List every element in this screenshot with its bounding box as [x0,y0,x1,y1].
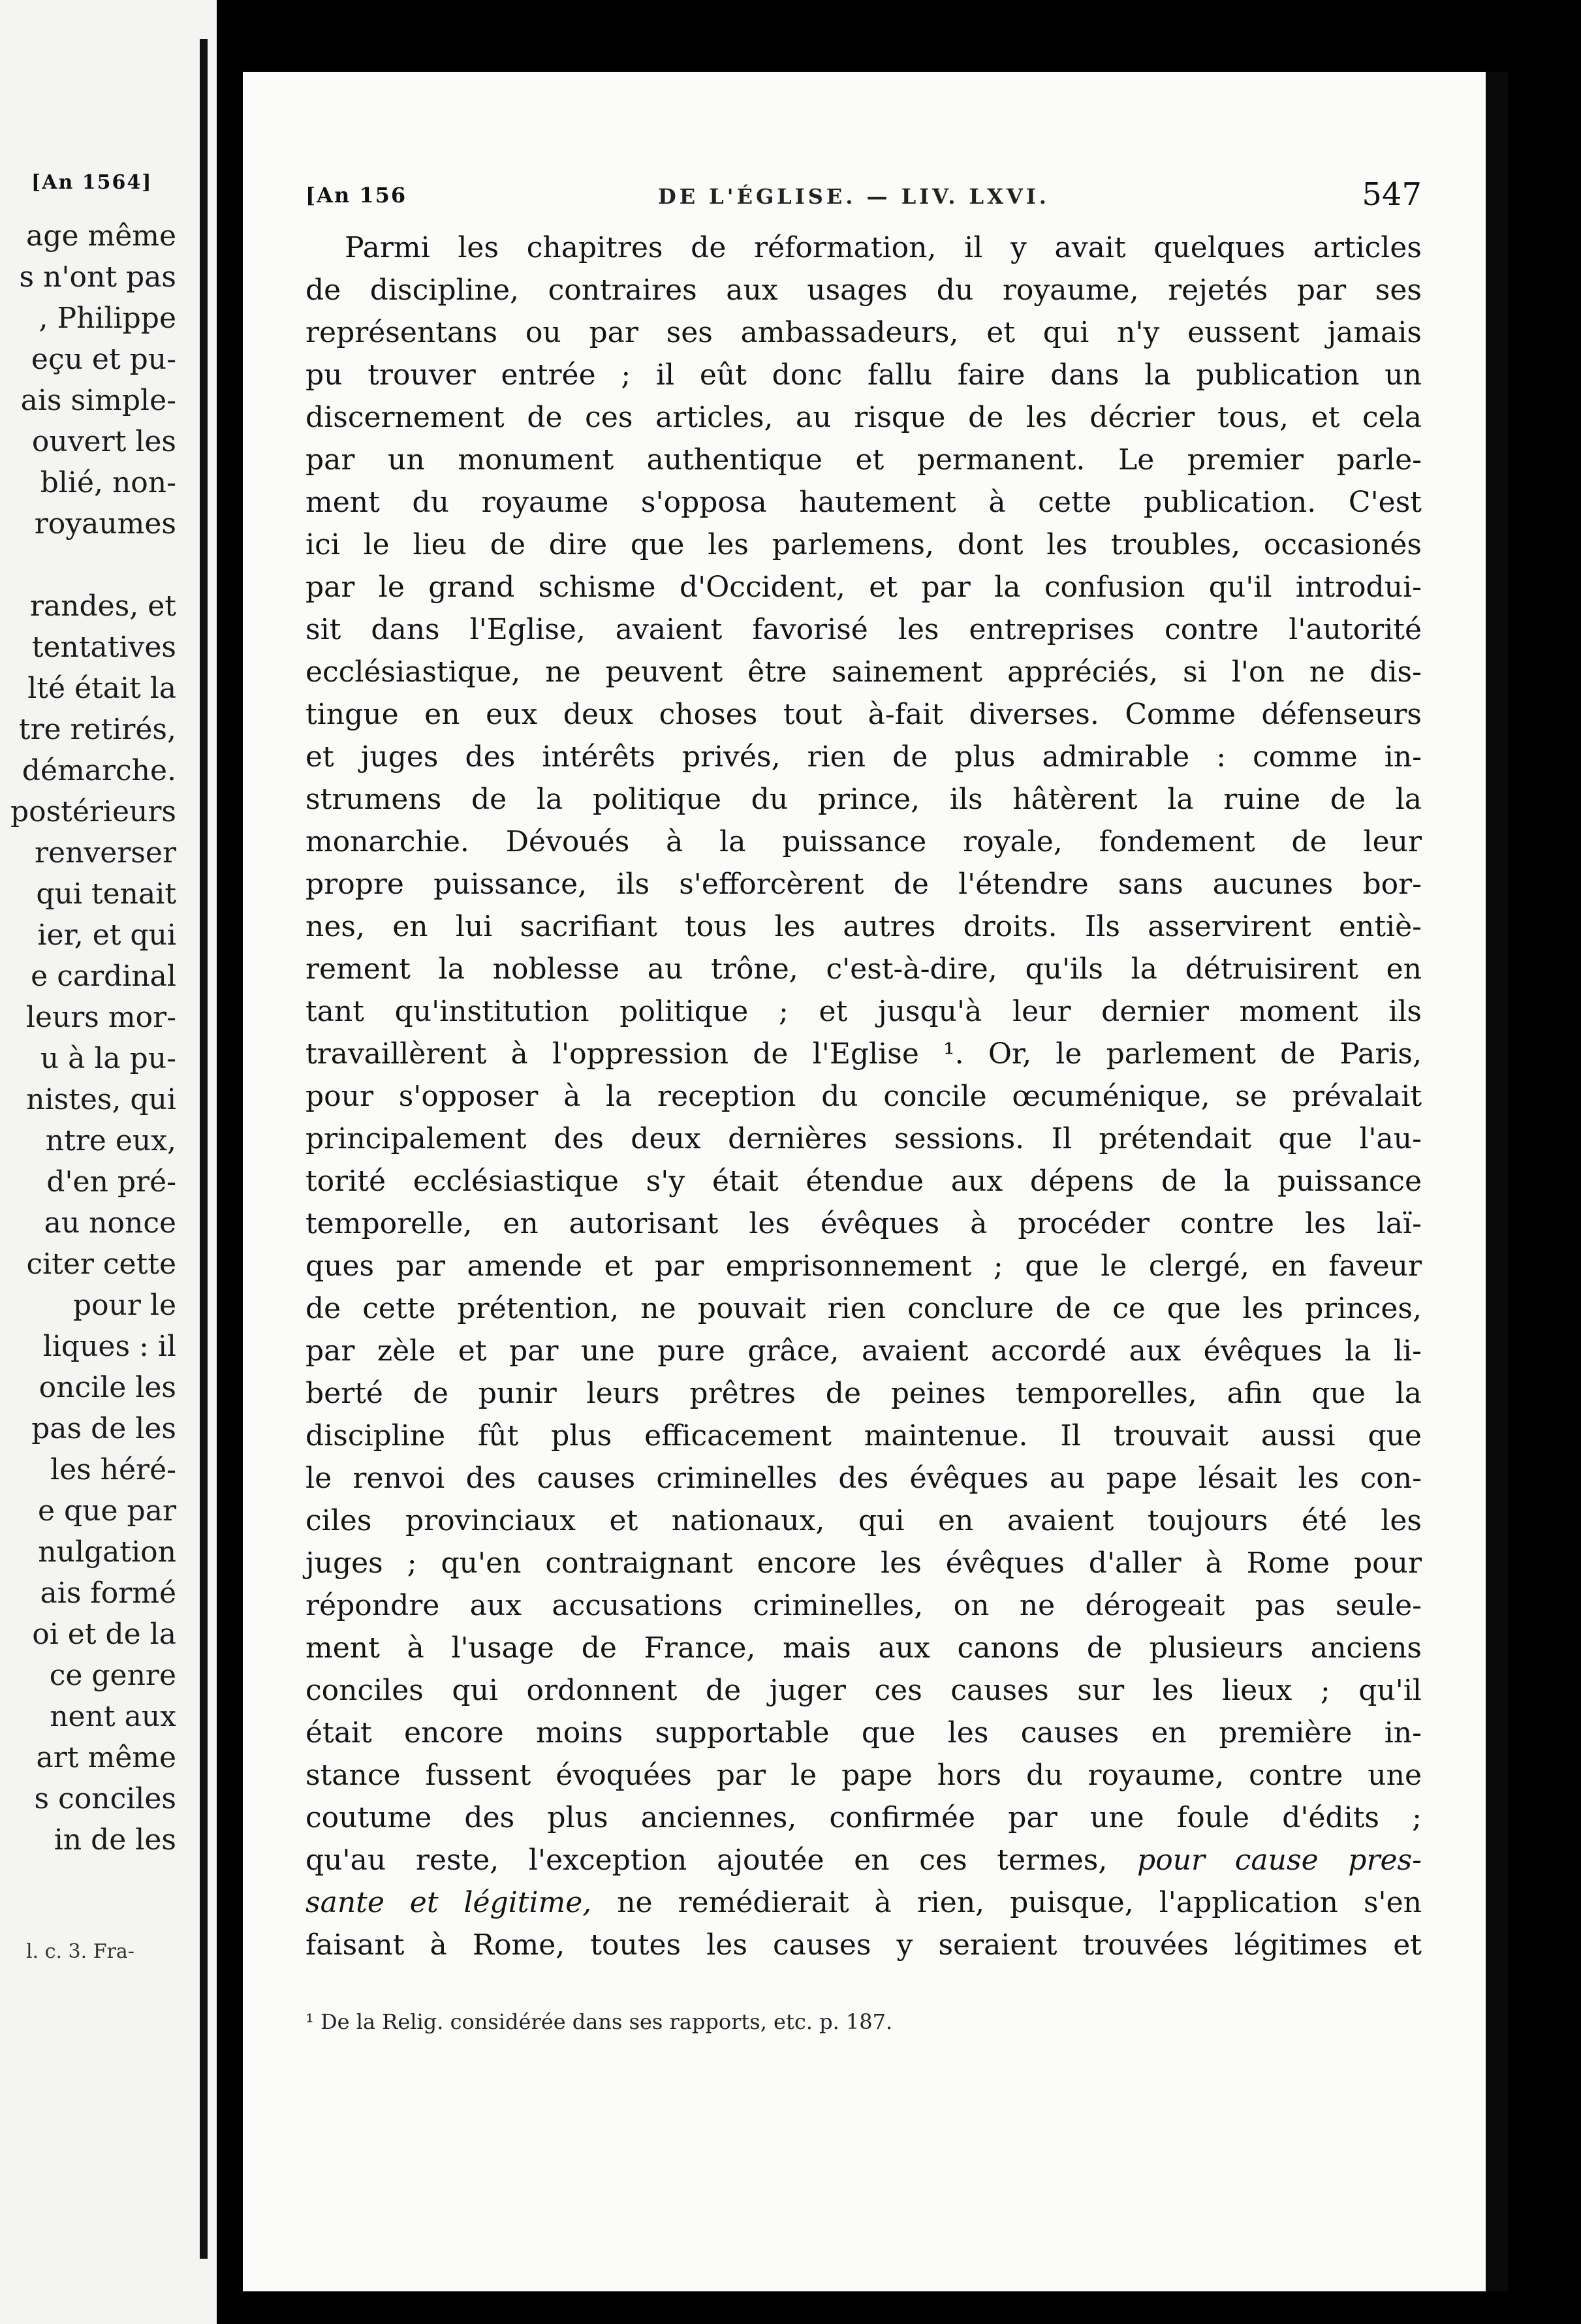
left-page-line: ais formé [40,1577,176,1610]
text-line: ciles provinciaux et nationaux, qui en avaient toujours été les [305,1504,1422,1537]
left-page-line: nistes, qui [26,1083,176,1116]
text-line-segment: qu'au reste, l'exception ajoutée en ces termes, [305,1844,1138,1877]
left-page-line: postérieurs [10,795,176,828]
text-line: coutume des plus anciennes, confirmée par une foule d'édits ; [305,1801,1422,1834]
left-page-line: eçu et pu- [31,343,176,376]
text-line: Parmi les chapitres de réformation, il y avait quelques articles [345,231,1422,264]
footnote: ¹ De la Relig. considérée dans ses rapports, etc. p. 187. [305,2009,893,2034]
text-line: conciles qui ordonnent de juger ces causes sur les lieux ; qu'il [305,1674,1422,1707]
left-page-line: royaumes [34,507,176,541]
text-line: torité ecclésiastique s'y était étendue aux dépens de la puissance [305,1165,1422,1198]
text-line: stance fussent évoquées par le pape hors du royaume, contre une [305,1759,1422,1792]
left-page-line: pour le [72,1289,176,1322]
header-year: [An 156 [305,183,407,208]
text-line: ecclésiastique, ne peuvent être sainement appréciés, si l'on ne dis- [305,655,1422,689]
left-page-footnote: l. c. 3. Fra- [26,1940,134,1963]
text-line: ment du royaume s'opposa hautement à cette publication. C'est [305,486,1422,519]
text-line: pu trouver entrée ; il eût donc fallu faire dans la publication un [305,358,1422,392]
text-line: était encore moins supportable que les causes en première in- [305,1716,1422,1750]
left-page-line: au nonce [44,1206,176,1240]
left-page-line: tre retirés, [18,713,176,746]
left-page-line: blié, non- [40,466,176,499]
text-line: nes, en lui sacrifiant tous les autres droits. Ils asservirent entiè- [305,910,1422,943]
text-line: le renvoi des causes criminelles des évêques au pape lésait les con- [305,1462,1422,1495]
text-line [305,1840,1422,1881]
text-line: monarchie. Dévoués à la puissance royale, fondement de leur [305,825,1422,858]
text-line: discipline fût plus efficacement maintenue. Il trouvait aussi que [305,1419,1422,1452]
left-page-line: liques : il [42,1330,176,1363]
left-page-line: s n'ont pas [19,260,176,294]
main-page [243,72,1486,2291]
text-line-segment: ne remédierait à rien, puisque, l'application s'en [617,1886,1422,1919]
text-line: par un monument authentique et permanent. Le premier parle- [305,443,1422,477]
text-line: discernement de ces articles, au risque de les décrier tous, et cela [305,401,1422,434]
text-line: strumens de la politique du prince, ils hâtèrent la ruine de la [305,783,1422,816]
book-gutter [200,39,208,2259]
left-page-line: art même [36,1741,176,1774]
page-edge-shadow [1486,72,1508,2291]
text-line: de cette prétention, ne pouvait rien conclure de ce que les princes, [305,1292,1422,1325]
left-page-line: citer cette [26,1248,176,1281]
left-page-line: ce genre [49,1659,176,1692]
left-page-line: oncile les [39,1371,176,1404]
text-line: tingue en eux deux choses tout à-fait diverses. Comme défenseurs [305,698,1422,731]
text-line: par zèle et par une pure grâce, avaient accordé aux évêques la li- [305,1334,1422,1368]
left-page-line: d'en pré- [46,1165,176,1199]
left-page-line: e que par [38,1494,176,1528]
text-line: principalement des deux dernières sessions. Il prétendait que l'au- [305,1122,1422,1155]
text-line: et juges des intérêts privés, rien de plus admirable : comme in- [305,740,1422,774]
text-line: de discipline, contraires aux usages du royaume, rejetés par ses [305,274,1422,307]
text-line: faisant à Rome, toutes les causes y seraient trouvées légitimes et [305,1928,1422,1962]
left-page-line: les héré- [50,1453,176,1486]
left-page-line: ntre eux, [45,1124,176,1157]
left-page-line: age même [26,219,176,253]
text-line: par le grand schisme d'Occident, et par la confusion qu'il introdui- [305,571,1422,604]
left-page-line: u à la pu- [40,1042,176,1075]
left-page-line: leurs mor- [25,1001,176,1034]
left-page-line: lté était la [27,672,176,705]
left-page-line: renverser [35,836,176,870]
text-line: temporelle, en autorisant les évêques à procéder contre les laï- [305,1207,1422,1240]
left-page-line: ouvert les [31,425,176,458]
text-line: juges ; qu'en contraignant encore les évêques d'aller à Rome pour [305,1547,1422,1580]
left-page-line: e cardinal [31,960,176,993]
left-page-line: qui tenait [36,877,176,911]
left-page-line: , Philippe [39,302,176,335]
text-line: sit dans l'Eglise, avaient favorisé les entreprises contre l'autorité [305,613,1422,646]
left-page-line: oi et de la [32,1618,176,1651]
left-page-line: s conciles [34,1782,176,1815]
page-number: 547 [1362,176,1422,213]
left-page-header: [An 1564] [31,171,153,194]
left-page-line: démarche. [22,754,176,787]
text-line: ici le lieu de dire que les parlemens, dont les troubles, occasionés [305,528,1422,561]
left-page-line: pas de les [31,1412,176,1445]
text-line: tant qu'institution politique ; et jusqu'à leur dernier moment ils [305,995,1422,1028]
left-page-line: ais simple- [20,384,176,417]
italic-phrase: sante et légitime, [305,1886,618,1919]
text-line: propre puissance, ils s'efforcèrent de l'étendre sans aucunes bor- [305,868,1422,901]
text-line: pour s'opposer à la reception du concile œcuménique, se prévalait [305,1080,1422,1113]
text-line: rement la noblesse au trône, c'est-à-dire, qu'ils la détruisirent en [305,952,1422,986]
header-title: DE L'ÉGLISE. — LIV. LXVI. [658,184,1050,209]
text-line: berté de punir leurs prêtres de peines temporelles, afin que la [305,1377,1422,1410]
text-line: répondre aux accusations criminelles, on ne dérogeait pas seule- [305,1589,1422,1622]
left-page-line: ier, et qui [37,919,176,952]
text-line [305,1882,1422,1923]
text-line: ment à l'usage de France, mais aux canons de plusieurs anciens [305,1631,1422,1665]
left-page-line: randes, et [29,589,176,623]
left-page-line: nent aux [50,1700,176,1733]
previous-page-strip [0,0,217,2324]
italic-phrase: pour cause pres- [1137,1844,1422,1877]
text-line: représentans ou par ses ambassadeurs, et qui n'y eussent jamais [305,316,1422,349]
left-page-line: tentatives [31,631,176,664]
text-line: travaillèrent à l'oppression de l'Eglise ¹. Or, le parlement de Paris, [305,1037,1422,1071]
left-page-line: in de les [54,1823,176,1857]
left-page-line: nulgation [38,1535,176,1569]
running-header [305,176,1422,215]
text-line: ques par amende et par emprisonnement ; que le clergé, en faveur [305,1249,1422,1283]
